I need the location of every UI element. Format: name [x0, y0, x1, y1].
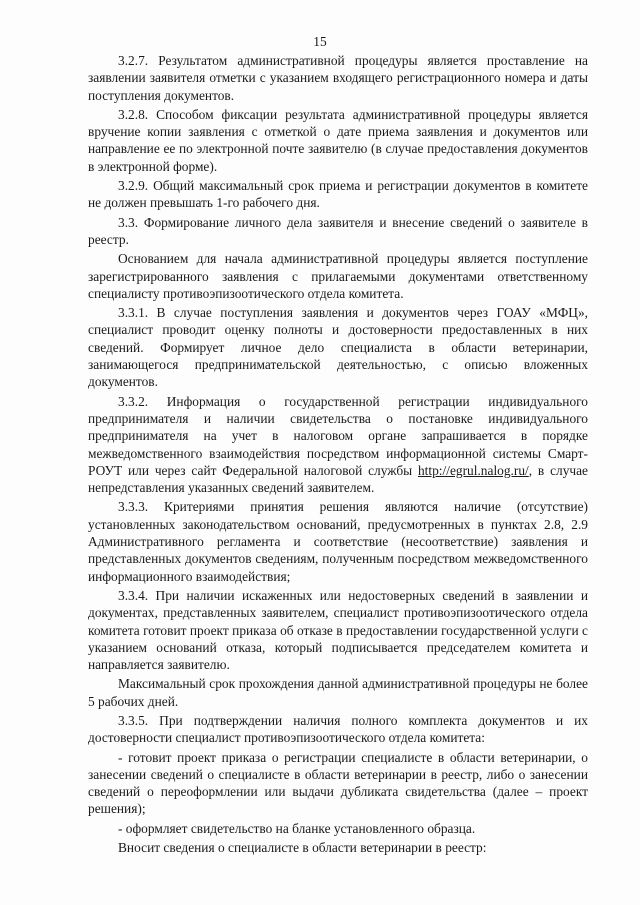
paragraph-basis: Основанием для начала административной процедуры является поступление зарегистрированного заявления с прилагаемыми документами ответственному специалисту противоэпизоотического отдела комитета. [88, 251, 588, 301]
paragraph-max-term: Максимальный срок прохождения данной административной процедуры не более 5 рабочих дней. [88, 676, 588, 709]
document-body [88, 52, 588, 858]
egrul-link[interactable]: http://egrul.nalog.ru/ [417, 462, 529, 478]
list-item-prepare-draft: - готовит проект приказа о регистрации специалисте в области ветеринарии, о занесении сведений о специалисте в области ветеринарии в реестр, либо о занесении сведений о переоформлении или выдачи дубликата свидетельства (далее – проект решения); [88, 749, 588, 817]
paragraph-3-3-5: 3.3.5. При подтверждении наличия полного комплекта документов и их достоверности специалист противоэпизоотического отдела комитета: [88, 712, 588, 746]
paragraph-3-2-7: 3.2.7. Результатом административной процедуры является проставление на заявлении заявителя отметки с указанием входящего регистрационного номера и даты поступления документов. [88, 53, 588, 103]
paragraph-3-3-2 [88, 393, 588, 497]
paragraph-3-3-3: 3.3.3. Критериями принятия решения являются наличие (отсутствие) установленных законодательством оснований, предусмотренных в пунктах 2.8, 2.9 Административного регламента и соответствие (несоответствие) заявления и представленных документов сведениям, полученным посредством межведомственного информационного взаимодействия; [88, 499, 588, 584]
page-number: 15 [313, 34, 327, 49]
paragraph-3-3-2-text: 3.3.2. Информация о государственной регистрации индивидуального предпринимателя и наличии свидетельства о постановке индивидуального предпринимателя на учет в налоговом органе запрашивается в порядке межведомственного взаимодействия посредством информационной системы Смарт-РОУТ или через сайт Федеральной налоговой службы [88, 393, 588, 478]
paragraph-3-3-1: 3.3.1. В случае поступления заявления и документов через ГОАУ «МФЦ», специалист проводит оценку полноты и достоверности предоставленных в них сведений. Формирует личное дело специалиста в области ветеринарии, занимающегося предпринимательской деятельностью, с описью вложенных документов. [88, 305, 588, 390]
list-item-issue-certificate: - оформляет свидетельство на бланке установленного образца. [118, 820, 476, 836]
paragraph-3-3-2-tail: , в случае непредставления указанных сведений заявителем. [88, 462, 589, 496]
paragraph-registry-entry: Вносит сведения о специалисте в области ветеринарии в реестр: [118, 840, 487, 856]
paragraph-3-2-9: 3.2.9. Общий максимальный срок приема и регистрации документов в комитете не должен превышать 1-го рабочего дня. [88, 178, 588, 211]
paragraph-3-3: 3.3. Формирование личного дела заявителя и внесение сведений о заявителе в реестр. [88, 214, 588, 247]
paragraph-3-3-4: 3.3.4. При наличии искаженных или недостоверных сведений в заявлении и документах, представленных заявителем, специалист противоэпизоотического отдела комитета готовит проект приказа об отказе в предоставлении государственной услуги с указанием оснований отказа, который подписывается председателем комитета и направляется заявителю. [88, 587, 588, 673]
paragraph-3-2-8: 3.2.8. Способом фиксации результата административной процедуры является вручение копии заявления с отметкой о дате приема заявления и документов или направление ее по электронной почте заявителю (в случае предоставления документов в электронной форме). [88, 106, 588, 174]
